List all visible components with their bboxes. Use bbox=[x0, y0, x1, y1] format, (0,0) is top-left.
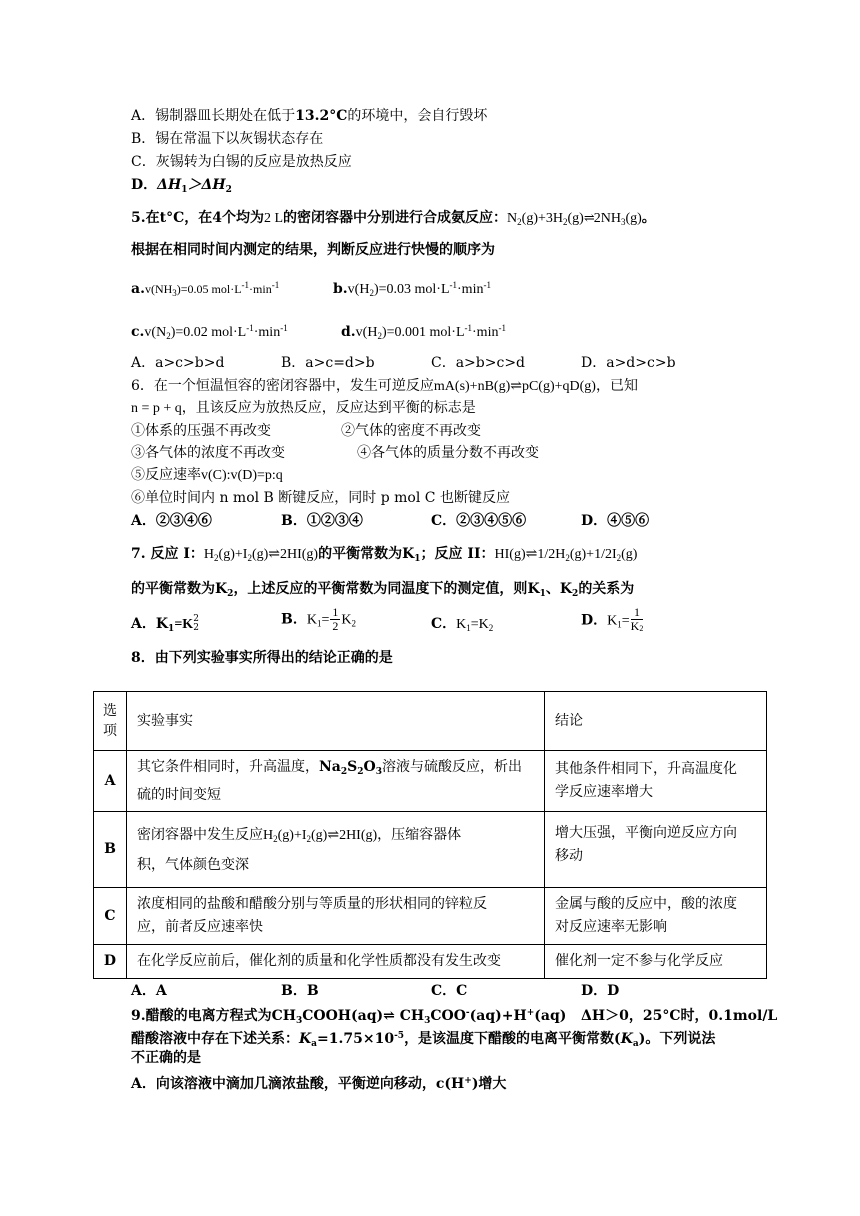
q6-option-b: B．①②③④ bbox=[281, 513, 363, 529]
q8-option-a: A．A bbox=[131, 983, 167, 999]
q7-stem-2: 的平衡常数为$K_2$，上述反应的平衡常数为同温度下的测定值，则$K_1$、$K_2$的关系为 bbox=[131, 581, 635, 599]
q8-table bbox=[93, 691, 767, 979]
q6-option-d: D．④⑤⑥ bbox=[581, 513, 650, 529]
q6-statement-1: ①体系的压强不再改变 bbox=[131, 423, 271, 439]
q9-option-a: A．向该溶液中滴加几滴浓盐酸，平衡逆向移动，c(H+)增大 bbox=[131, 1076, 507, 1092]
q6-option-c: C．②③④⑤⑥ bbox=[431, 513, 527, 529]
q6-statement-6: ⑥单位时间内 n mol B 断键反应，同时 p mol C 也断键反应 bbox=[131, 490, 510, 506]
q6-stem: 6．在一个恒温恒容的密闭容器中，发生可逆反应mA(s)+nB(g)⇌pC(g)+qD(g)，已知 bbox=[131, 378, 638, 394]
table-row: D 在化学反应前后，催化剂的质量和化学性质都没有发生改变 催化剂一定不参与化学反应 bbox=[94, 945, 767, 979]
q9-line-1: 9.醋酸的电离方程式为$CH_3COOH(aq)\rightleftharpoons$ $CH_3COO^-(aq)+H^+(aq)$ ΔH＞0，25°C时，0.1mol/L bbox=[131, 1008, 778, 1026]
q6-option-a: A．②③④⑥ bbox=[131, 513, 212, 529]
q7-option-a: A．$K_1=K$ 2 2 bbox=[131, 614, 199, 634]
q9-line-3: 不正确的是 bbox=[131, 1050, 201, 1066]
q6-condition: n = p + q，且该反应为放热反应，反应达到平衡的标志是 bbox=[131, 400, 476, 416]
q4-option-a: A．锡制器皿长期处在低于13.2°C的环境中，会自行毁坏 bbox=[131, 108, 488, 124]
q4-option-c: C．灰锡转为白锡的反应是放热反应 bbox=[131, 154, 352, 170]
q8-stem: 8．由下列实验事实所得出的结论正确的是 bbox=[131, 650, 393, 666]
q7-stem: 7. 反应 I：$H_2(g)+I_2(g)\rightleftharpoons 2HI(g)$的平衡常数为$K_1$；反应 II：$HI(g)\rightleftharpoons 1/2H_2(g)+1/2I_2(g)$ bbox=[131, 546, 638, 564]
q7-option-d: D．$K_1=$ $\frac{1}{K2}$ bbox=[581, 605, 644, 633]
q5-rate-c: $c.v(N_2)=0.02$ $mol\cdot L^{-1}\cdot\min^{-1}$ bbox=[131, 323, 288, 341]
q4-option-b: B．锡在常温下以灰锡状态存在 bbox=[131, 131, 324, 147]
q6-statement-5: ⑤反应速率v(C):v(D)=p:q bbox=[131, 467, 283, 483]
q7-fraction-b: $\frac{1}{2}$ bbox=[332, 605, 339, 633]
q5-stem-2: 根据在相同时间内测定的结果，判断反应进行快慢的顺序为 bbox=[131, 242, 495, 258]
table-header: 选 项 实验事实 结论 bbox=[94, 692, 767, 751]
table-row: B 密闭容器中发生反应$H_2(g)+I_2(g)\rightleftharpoons 2HI(g)$，压缩容器体 积，气体颜色变深 增大压强，平衡向逆反应方向 移动 bbox=[94, 812, 767, 888]
q5-stem: 5.在t°C，在4个均为2 L的密闭容器中分别进行合成氨反应：$N_2(g)+3H_2(g)\rightleftharpoons 2NH_3(g)$。 bbox=[131, 210, 656, 227]
q5-option-c: C．a>b>c>d bbox=[431, 355, 526, 371]
q6-statement-4: ④各气体的质量分数不再改变 bbox=[357, 445, 539, 461]
q6-statement-3: ③各气体的浓度不再改变 bbox=[131, 445, 285, 461]
q9-line-2: 醋酸溶液中存在下述关系：$K_a=1.75\times 10^{-5}$，是该温度下醋酸的电离平衡常数$(K_a)$。下列说法 bbox=[131, 1031, 716, 1049]
q7-option-b: B．$K_1=$ $\frac{1}{2}$ $K_2$ bbox=[281, 605, 356, 633]
q5-option-a: A．a>c>b>d bbox=[131, 355, 225, 371]
q8-option-c: C．C bbox=[431, 983, 468, 999]
q5-option-d: D．a>d>c>b bbox=[581, 355, 676, 371]
q5-rate-d: $d.v(H_2)=0.001$ $mol\cdot L^{-1}\cdot\min^{-1}$ bbox=[341, 323, 506, 341]
table-row: A 其它条件相同时，升高温度，$Na_2S_2O_3$溶液与硫酸反应，析出 硫的时间变短 其他条件相同下，升高温度化 学反应速率增大 bbox=[94, 751, 767, 812]
q6-statement-2: ②气体的密度不再改变 bbox=[341, 423, 481, 439]
q7-fraction-d: $\frac{1}{K2}$ bbox=[630, 605, 644, 633]
table-row: C 浓度相同的盐酸和醋酸分别与等质量的形状相同的锌粒反 应，前者反应速率快 金属与酸的反应中，酸的浓度 对反应速率无影响 bbox=[94, 888, 767, 945]
q4-option-d: D．$\Delta H_1>\Delta H_2$ bbox=[131, 177, 232, 195]
q5-rate-b: $b.v(H_2)=0.03$ $mol\cdot L^{-1}\cdot\min^{-1}$ bbox=[333, 280, 491, 298]
q8-option-d: D．D bbox=[581, 983, 620, 999]
q5-option-b: B．a>c=d>b bbox=[281, 355, 375, 371]
q5-rate-a: $a.v(NH_3)=0.05$ $mol\cdot L^{-1}\cdot\min^{-1}$ bbox=[131, 280, 280, 298]
q8-option-b: B．B bbox=[281, 983, 319, 999]
q7-option-c: C．$K_1=K_2$ bbox=[431, 616, 494, 633]
